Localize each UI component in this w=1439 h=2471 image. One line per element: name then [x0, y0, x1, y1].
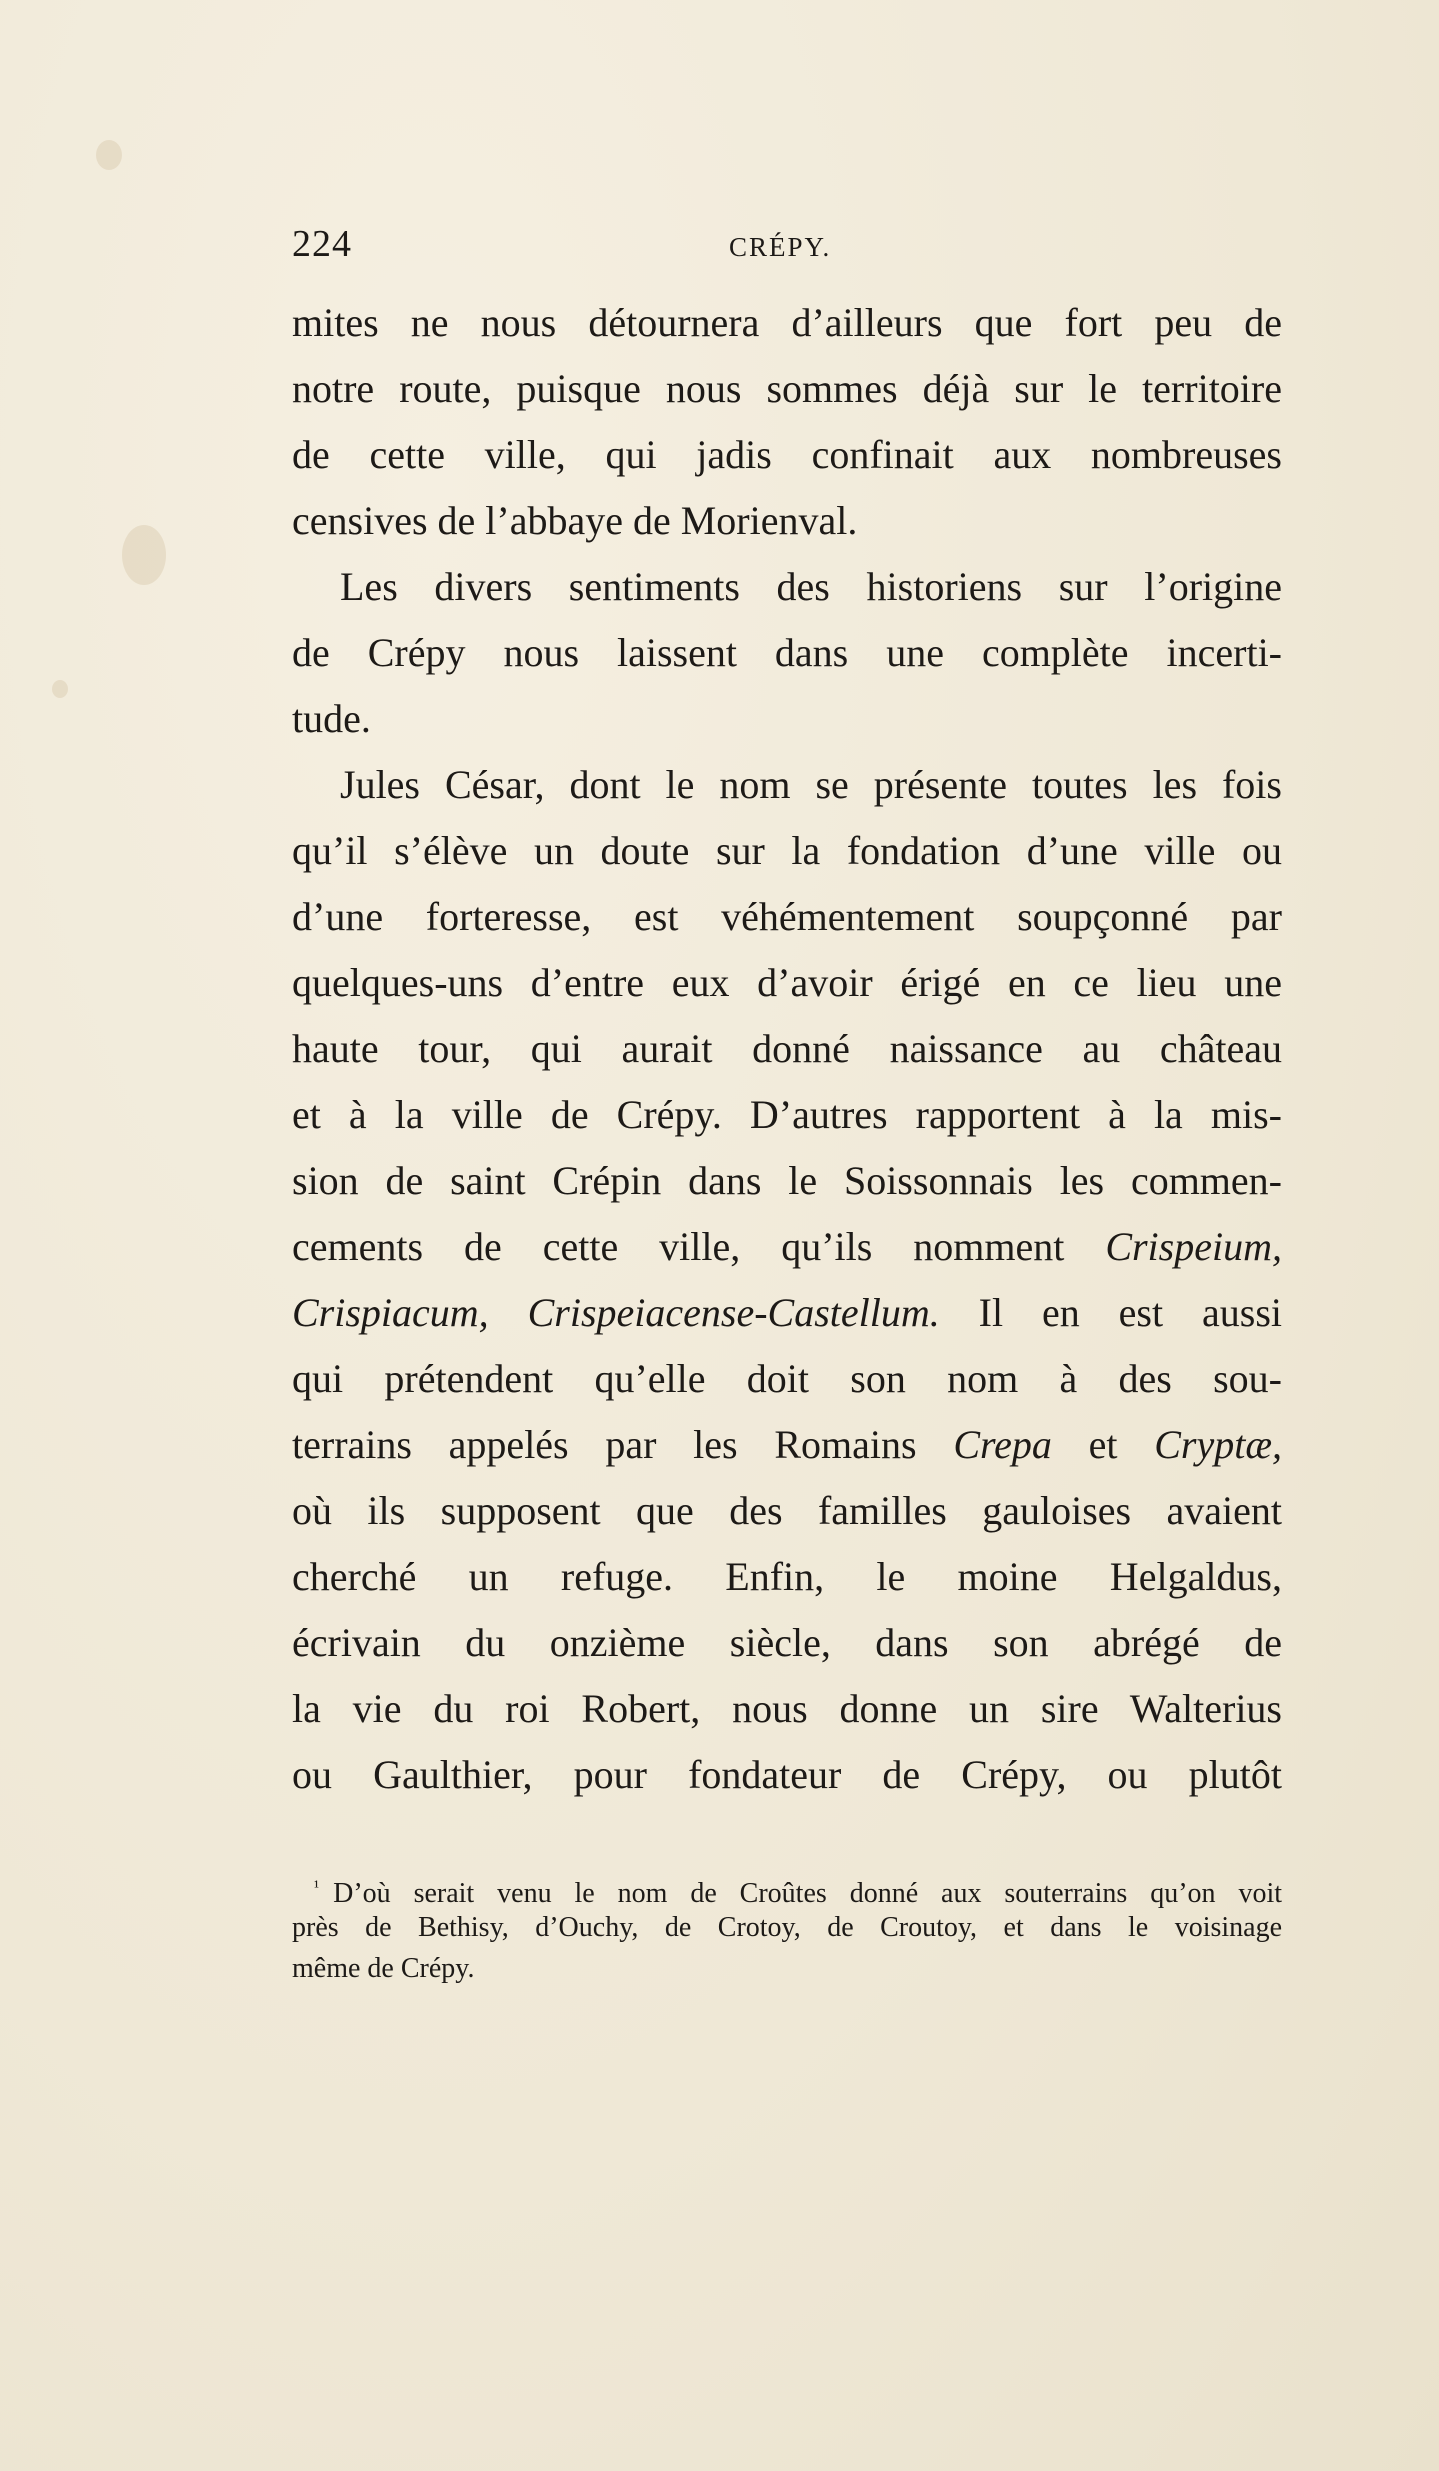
text-segment: Jules César, dont le nom se présente toutes les fois	[340, 762, 1282, 807]
italic-text: Crepa	[953, 1422, 1052, 1467]
text-line	[292, 1214, 1282, 1280]
text-line	[292, 1676, 1282, 1742]
page-header	[292, 222, 1282, 272]
text-segment: tude.	[292, 696, 371, 741]
italic-text: Crispeium,	[1105, 1224, 1282, 1269]
text-segment: haute tour, qui aurait donné naissance au château	[292, 1026, 1282, 1071]
text-line	[292, 1742, 1282, 1808]
text-segment: mites ne nous détournera d’ailleurs que fort peu de	[292, 300, 1282, 345]
body-text	[292, 290, 1282, 1808]
text-line	[292, 1610, 1282, 1676]
text-line	[292, 818, 1282, 884]
running-head: CRÉPY.	[729, 232, 832, 262]
footnote-line: près de Bethisy, d’Ouchy, de Crotoy, de Croutoy, et dans le voisinage	[292, 1912, 1282, 1943]
text-line	[292, 1280, 1282, 1346]
text-segment: Les divers sentiments des historiens sur l’origine	[340, 564, 1282, 609]
text-segment: quelques-uns d’entre eux d’avoir érigé en ce lieu une	[292, 960, 1282, 1005]
text-segment: de Crépy nous laissent dans une complète incerti-	[292, 630, 1282, 675]
text-segment: cherché un refuge. Enfin, le moine Helgaldus,	[292, 1554, 1282, 1599]
paper-stain	[122, 525, 166, 585]
text-line	[292, 950, 1282, 1016]
text-segment: où ils supposent que des familles gauloises avaient	[292, 1488, 1282, 1533]
text-segment: qui prétendent qu’elle doit son nom à des sou-	[292, 1356, 1282, 1401]
italic-text: Cryptæ,	[1154, 1422, 1282, 1467]
footnote-line	[292, 1866, 1282, 1907]
text-segment: sion de saint Crépin dans le Soissonnais les commen-	[292, 1158, 1282, 1203]
page-number: 224	[292, 223, 352, 265]
footnote-text: D’où serait venu le nom de Croûtes donné aux souterrains qu’on voit	[333, 1878, 1282, 1909]
text-line	[292, 1148, 1282, 1214]
text-segment: Il en est aussi	[939, 1290, 1282, 1335]
text-segment: de cette ville, qui jadis confinait aux nombreuses	[292, 432, 1282, 477]
italic-text: Crispiacum, Crispeiacense-Castellum.	[292, 1290, 940, 1335]
text-line	[292, 1478, 1282, 1544]
text-segment: notre route, puisque nous sommes déjà sur le territoire	[292, 366, 1282, 411]
text-segment: et	[1051, 1422, 1155, 1467]
text-segment: d’une forteresse, est véhémentement soupçonné par	[292, 894, 1282, 939]
text-line	[292, 1346, 1282, 1412]
text-line	[292, 1082, 1282, 1148]
text-segment: cements de cette ville, qu’ils nomment	[292, 1224, 1106, 1269]
text-line	[292, 884, 1282, 950]
text-line	[292, 1544, 1282, 1610]
text-segment: la vie du roi Robert, nous donne un sire Walterius	[292, 1686, 1282, 1731]
text-line	[292, 620, 1282, 686]
text-segment: qu’il s’élève un doute sur la fondation d’une ville ou	[292, 828, 1282, 873]
text-segment: ou Gaulthier, pour fondateur de Crépy, ou plutôt	[292, 1752, 1282, 1797]
text-segment: et à la ville de Crépy. D’autres rapportent à la mis-	[292, 1092, 1282, 1137]
footnote	[292, 1866, 1282, 1989]
text-line	[292, 422, 1282, 488]
text-line	[292, 1412, 1282, 1478]
text-line	[292, 752, 1282, 818]
paper-stain	[52, 680, 68, 698]
text-line	[292, 488, 1282, 554]
text-segment: terrains appelés par les Romains	[292, 1422, 954, 1467]
text-line	[292, 554, 1282, 620]
footnote-line: même de Crépy.	[292, 1953, 475, 1984]
text-line	[292, 356, 1282, 422]
paper-stain	[96, 140, 122, 170]
footnote-marker: ¹	[314, 1877, 320, 1896]
text-segment: écrivain du onzième siècle, dans son abrégé de	[292, 1620, 1282, 1665]
text-line	[292, 290, 1282, 356]
text-line	[292, 686, 1282, 752]
text-line	[292, 1016, 1282, 1082]
text-segment: censives de l’abbaye de Morienval.	[292, 498, 858, 543]
